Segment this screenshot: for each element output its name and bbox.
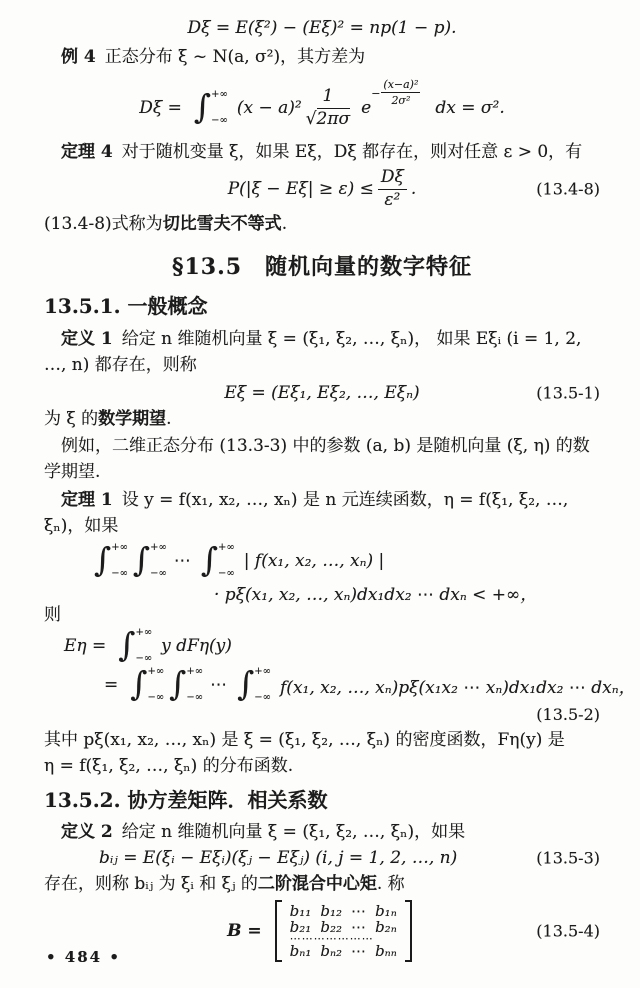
integral-sign <box>130 663 165 704</box>
eq-13-5-1-body: Eξ = (Eξ₁, Eξ₂, …, Eξₙ) <box>224 383 420 403</box>
lower-limit: −∞ <box>111 568 128 579</box>
theorem1-line1 <box>44 487 600 513</box>
e-eta-line2 <box>44 663 636 705</box>
condition-integral-line1 <box>44 541 600 581</box>
exponent-minus: − <box>371 86 381 100</box>
formula-chebyshev <box>44 168 600 210</box>
binomial-variance-text: Dξ = E(ξ²) − (Eξ)² = np(1 − p). <box>187 18 457 38</box>
matrix-cell: b₁₁ <box>289 902 312 920</box>
formula-gaussian-variance <box>44 72 600 130</box>
integral-glyph: ∫ <box>237 663 255 703</box>
expectation-post: . <box>166 409 172 429</box>
upper-limit: +∞ <box>150 542 167 553</box>
matrix-dots-row: ⋯⋯⋯⋯⋯⋯⋯ <box>289 935 374 943</box>
upper-limit: +∞ <box>147 666 165 677</box>
theorem4-text: 对于随机变量 ξ，如果 Eξ，Dξ 都存在，则对任意 ε > 0，有 <box>121 142 583 162</box>
matrix-cell: b₁ₙ <box>375 902 397 920</box>
gauss-fraction <box>305 85 351 129</box>
matrix-cell: ⋯ <box>351 902 367 920</box>
integral-sign <box>94 539 128 580</box>
cdots: ⋯ <box>210 675 228 695</box>
integral-glyph: ∫ <box>169 663 187 703</box>
upper-limit: +∞ <box>211 89 228 100</box>
upper-limit: +∞ <box>254 666 272 677</box>
formula-central-moment <box>44 845 600 871</box>
e-eta-line1 <box>44 624 600 665</box>
exponent-numerator: (x−a)² <box>383 78 419 92</box>
gauss-tail: dx = σ². <box>435 98 505 118</box>
e-eta-body2: f(x₁, x₂, …, xₙ)pξ(x₁x₂ ⋯ xₙ)dx₁dx₂ ⋯ dxₙ， <box>280 677 636 698</box>
theorem4-label: 定理 4 <box>61 142 113 162</box>
equation-number-13-5-3: (13.5-3) <box>536 848 600 868</box>
where-paragraph-line1: 其中 pξ(x₁, x₂, …, xₙ) 是 ξ = (ξ₁, ξ₂, …, ξₙ) 的密度函数，Fη(y) 是 <box>44 730 565 750</box>
example-paragraph-line1: 例如，二维正态分布 (13.3-3) 中的参数 (a, b) 是随机向量 (ξ, η) 的数 <box>61 436 590 456</box>
integral-glyph: ∫ <box>130 663 148 703</box>
integral-glyph: ∫ <box>200 539 219 579</box>
expectation-sentence <box>44 406 600 432</box>
cdots: ⋯ <box>173 551 191 571</box>
definition1-text: 给定 n 维随机向量 ξ = (ξ₁, ξ₂, …, ξₙ)， 如果 Eξᵢ (i = 1, 2, <box>121 329 582 349</box>
integral-sign <box>169 663 204 704</box>
example-paragraph-line2: 学期望. <box>44 462 101 482</box>
equation-number-13-5-2: (13.5-2) <box>536 705 600 724</box>
integral-sign <box>118 624 153 665</box>
definition1-line1 <box>44 326 600 352</box>
theorem4-paragraph <box>44 139 600 165</box>
example4-paragraph <box>44 44 600 70</box>
integral-limits <box>147 666 164 704</box>
integral-glyph: ∫ <box>94 539 112 579</box>
condition-integral-line2 <box>44 581 600 603</box>
e-eta-lhs: Eη = <box>64 636 107 656</box>
chebyshev-fraction <box>378 166 407 210</box>
definition2-paragraph <box>44 819 600 845</box>
theorem1-label: 定理 1 <box>61 490 113 510</box>
upper-limit: +∞ <box>135 627 153 638</box>
euler-e: e <box>361 98 372 118</box>
right-bracket <box>405 900 412 962</box>
example4-text: 正态分布 ξ ~ N(a, σ²)，其方差为 <box>104 47 366 67</box>
theorem1-text: 设 y = f(x₁, x₂, …, xₙ) 是 n 元连续函数，η = f(ξ₁, ξ₂, …, <box>121 490 569 510</box>
definition2-label: 定义 2 <box>61 822 113 842</box>
upper-limit: +∞ <box>111 542 128 553</box>
fraction-numerator: 1 <box>319 88 336 109</box>
definition2-text: 给定 n 维随机向量 ξ = (ξ₁, ξ₂, …, ξₙ)，如果 <box>121 822 466 842</box>
integral-limits <box>211 89 228 127</box>
fraction-numerator: Dξ <box>378 169 407 190</box>
matrix-cell: ⋯ <box>351 918 367 936</box>
equation-number-13-5-4: (13.5-4) <box>536 921 600 941</box>
eq-13-5-3-body: bᵢⱼ = E(ξᵢ − Eξᵢ)(ξⱼ − Eξⱼ) (i, j = 1, 2, …, n) <box>99 848 458 868</box>
fraction-denominator <box>306 109 350 129</box>
integral-sign <box>200 539 235 580</box>
lower-limit: −∞ <box>147 692 165 703</box>
e-eta-body1: y dFη(y) <box>161 636 232 656</box>
equation-number-13-4-8: (13.4-8) <box>536 179 600 199</box>
fraction-denominator: ε² <box>384 189 401 210</box>
note-term: 切比雪夫不等式 <box>162 214 282 234</box>
exponent-fraction <box>381 79 420 106</box>
expectation-term: 数学期望 <box>98 409 167 429</box>
integral-sign <box>193 86 228 127</box>
left-bracket <box>275 900 282 962</box>
matrix-cell: b₂₁ <box>289 918 312 936</box>
gauss-lhs: Dξ = <box>139 98 182 118</box>
page-number: • 484 • <box>46 948 121 966</box>
sqrt-sign: √ <box>305 108 317 129</box>
definition1-label: 定义 1 <box>61 329 113 349</box>
integral-limits <box>135 627 152 665</box>
matrix-cell: ⋯ <box>351 942 367 960</box>
lower-limit: −∞ <box>254 692 272 703</box>
chebyshev-note <box>44 211 600 237</box>
theorem1-line2: ξₙ)，如果 <box>44 516 119 536</box>
chebyshev-lhs: P(|ξ − Eξ| ≥ ε) ≤ <box>227 179 374 199</box>
exponent-denominator: 2σ² <box>391 94 411 107</box>
matrix-cell: b₁₂ <box>320 902 343 920</box>
condition-body1: | f(x₁, x₂, …, xₙ) | <box>243 551 385 571</box>
covariance-matrix <box>275 900 412 962</box>
subsection-13-5-1: 13.5.1. 一般概念 <box>44 294 208 318</box>
central-moment-term: 二阶混合中心矩 <box>257 874 377 894</box>
gauss-exponent <box>371 79 421 106</box>
equation-number-13-5-1: (13.5-1) <box>536 383 600 403</box>
integral-limits <box>186 666 203 704</box>
definition1-line2: …, n) 都存在，则称 <box>44 355 197 375</box>
condition-body2: · pξ(x₁, x₂, …, xₙ)dx₁dx₂ ⋯ dxₙ < +∞， <box>214 584 538 605</box>
integral-limits <box>111 542 128 580</box>
lower-limit: −∞ <box>186 692 204 703</box>
matrix-cell: b₂₂ <box>320 918 343 936</box>
radicand: 2πσ <box>316 108 351 129</box>
after-post: . 称 <box>376 874 405 894</box>
chebyshev-period: . <box>410 179 417 199</box>
gauss-factor: (x − a)² <box>236 98 302 118</box>
where-paragraph-line2: η = f(ξ₁, ξ₂, …, ξₙ) 的分布函数. <box>44 756 294 776</box>
lower-limit: −∞ <box>135 653 153 664</box>
lower-limit: −∞ <box>218 568 235 579</box>
matrix-grid <box>282 900 405 962</box>
formula-expectation-vector <box>44 380 600 406</box>
integral-glyph: ∫ <box>118 624 136 664</box>
formula-covariance-matrix <box>44 899 600 963</box>
after-pre: 存在，则称 bᵢⱼ 为 ξᵢ 和 ξⱼ 的 <box>44 874 258 894</box>
matrix-cell: bₙ₁ <box>289 942 312 960</box>
after-definition2 <box>44 871 600 897</box>
note-pre: (13.4-8)式称为 <box>44 214 163 234</box>
upper-limit: +∞ <box>186 666 204 677</box>
integral-limits <box>150 542 167 580</box>
example4-label: 例 4 <box>61 47 96 67</box>
integral-sign <box>132 539 167 580</box>
integral-glyph: ∫ <box>132 539 151 579</box>
equals-sign: = <box>104 675 119 695</box>
matrix-cell: b₂ₙ <box>375 918 397 936</box>
integral-sign <box>237 663 272 704</box>
note-post: . <box>281 214 288 234</box>
then-word: 则 <box>44 605 61 625</box>
integral-limits <box>254 666 271 704</box>
subsection-13-5-2: 13.5.2. 协方差矩阵．相关系数 <box>44 788 328 812</box>
upper-limit: +∞ <box>218 542 235 553</box>
formula-binomial-variance <box>44 16 600 40</box>
matrix-cell: bₙ₂ <box>320 942 343 960</box>
lower-limit: −∞ <box>150 568 167 579</box>
lower-limit: −∞ <box>211 115 228 126</box>
expectation-pre: 为 ξ 的 <box>44 409 99 429</box>
matrix-lhs: B = <box>227 921 262 941</box>
section-heading-13-5: §13.5 随机向量的数字特征 <box>171 254 473 280</box>
integral-limits <box>218 542 235 580</box>
integral-glyph: ∫ <box>193 86 212 126</box>
matrix-cell: bₙₙ <box>375 942 397 960</box>
